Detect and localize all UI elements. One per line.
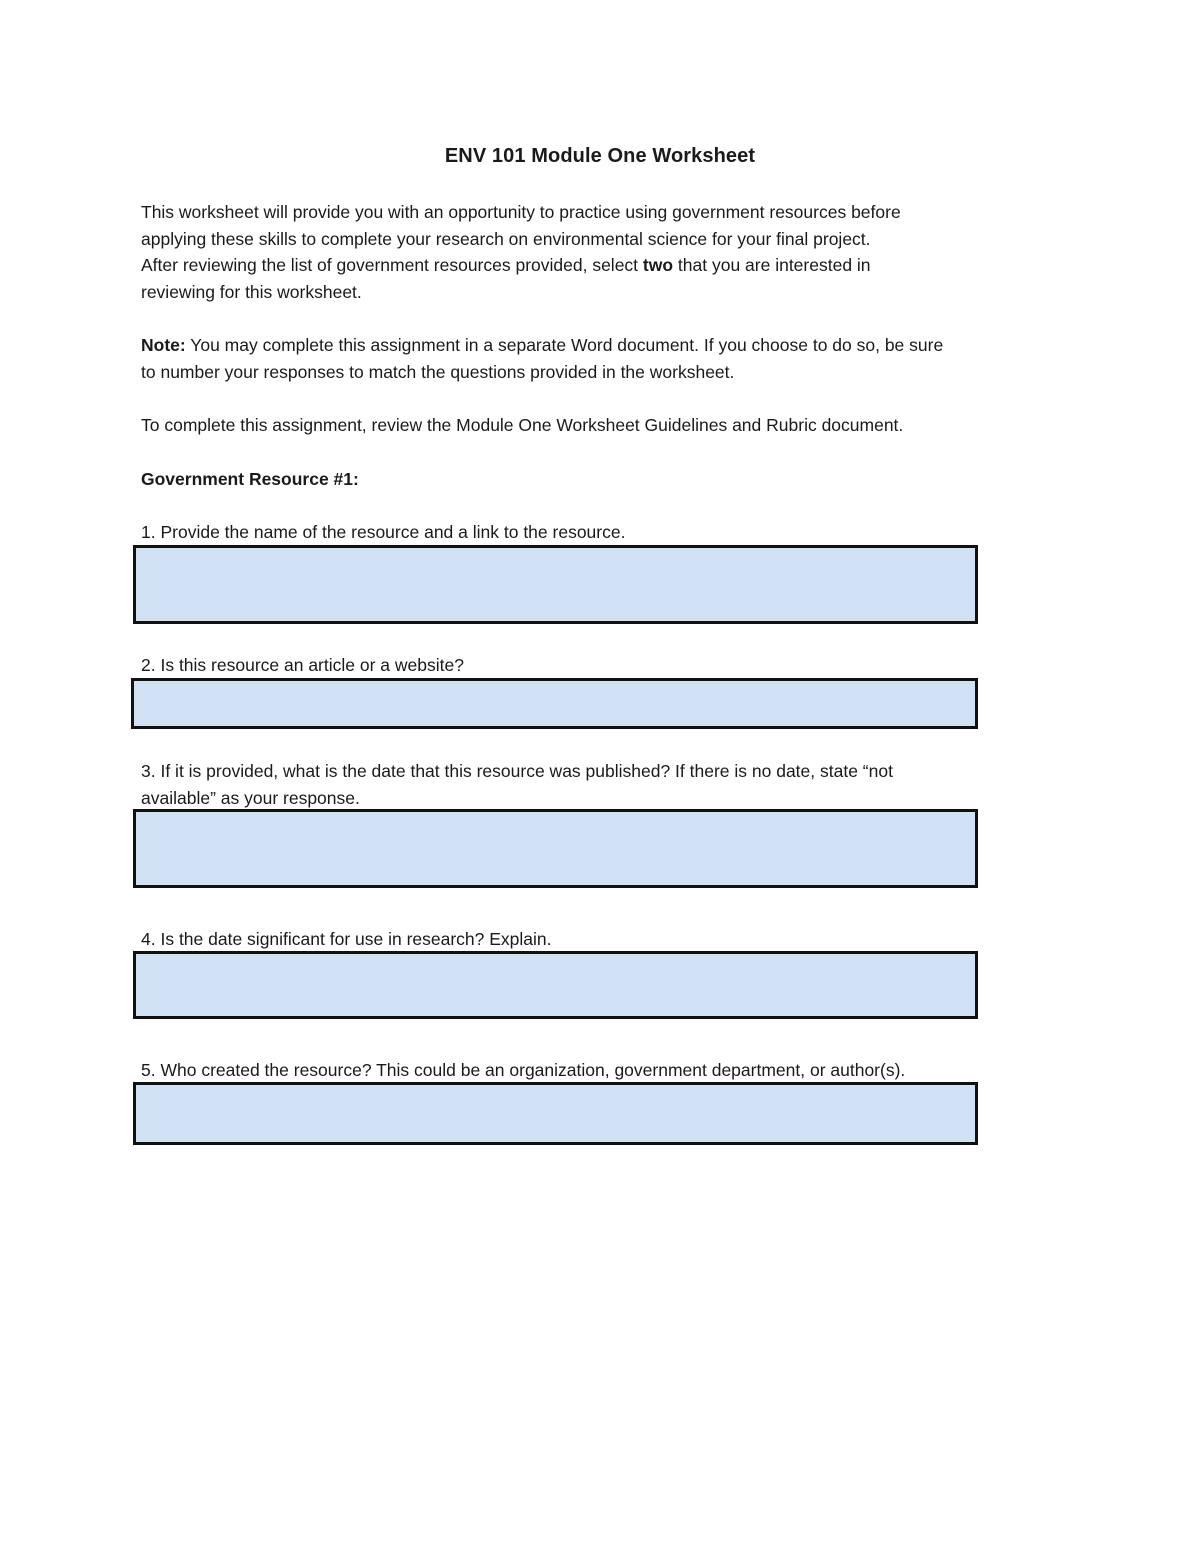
instructions-paragraph: To complete this assignment, review the Module One Worksheet Guidelines and Rubric document. bbox=[141, 415, 904, 435]
intro-paragraph bbox=[141, 199, 1061, 305]
intro-line-4: reviewing for this worksheet. bbox=[141, 281, 362, 302]
question-1-number: 1. bbox=[141, 522, 156, 542]
answer-box-4[interactable] bbox=[133, 951, 978, 1019]
intro-line-1: This worksheet will provide you with an opportunity to practice using government resources before bbox=[141, 202, 901, 222]
question-2-number: 2. bbox=[141, 655, 156, 675]
answer-box-3[interactable] bbox=[133, 809, 978, 888]
note-paragraph bbox=[141, 332, 1061, 385]
question-4-number: 4. bbox=[141, 929, 156, 949]
note-line-1 bbox=[141, 332, 1061, 359]
section-heading: Government Resource #1: bbox=[141, 469, 359, 489]
note-line-2: to number your responses to match the questions provided in the worksheet. bbox=[141, 361, 735, 382]
answer-box-2[interactable] bbox=[131, 678, 978, 729]
question-5 bbox=[141, 1057, 1041, 1084]
question-4 bbox=[141, 926, 1041, 953]
question-3-text-line-2: available” as your response. bbox=[141, 787, 360, 808]
page-title: ENV 101 Module One Worksheet bbox=[444, 145, 756, 167]
intro-line-3-tail: that you are interested in bbox=[673, 255, 871, 276]
answer-box-5[interactable] bbox=[133, 1082, 978, 1145]
question-1 bbox=[141, 519, 1041, 546]
question-1-text: Provide the name of the resource and a link to the resource. bbox=[155, 522, 626, 542]
intro-line-3 bbox=[141, 252, 1061, 279]
note-text-1: You may complete this assignment in a separate Word document. If you choose to do so, be sure bbox=[185, 335, 944, 355]
intro-bold-word: two bbox=[642, 255, 674, 276]
note-label: Note: bbox=[141, 335, 186, 355]
question-3 bbox=[141, 758, 1041, 811]
question-2-text: Is this resource an article or a website? bbox=[155, 655, 464, 675]
question-4-text: Is the date significant for use in research? Explain. bbox=[155, 929, 552, 949]
question-3-text: If it is provided, what is the date that this resource was published? If there is no date, state “not bbox=[155, 761, 893, 781]
question-5-text: Who created the resource? This could be an organization, government department, or author(s). bbox=[155, 1060, 906, 1080]
intro-line-2: applying these skills to complete your research on environmental science for your final project. bbox=[141, 228, 871, 249]
intro-line-3-start: After reviewing the list of government resources provided, select bbox=[141, 255, 643, 276]
question-2 bbox=[141, 652, 1041, 679]
question-5-number: 5. bbox=[141, 1060, 156, 1080]
answer-box-1[interactable] bbox=[133, 545, 978, 624]
question-3-number: 3. bbox=[141, 761, 156, 781]
